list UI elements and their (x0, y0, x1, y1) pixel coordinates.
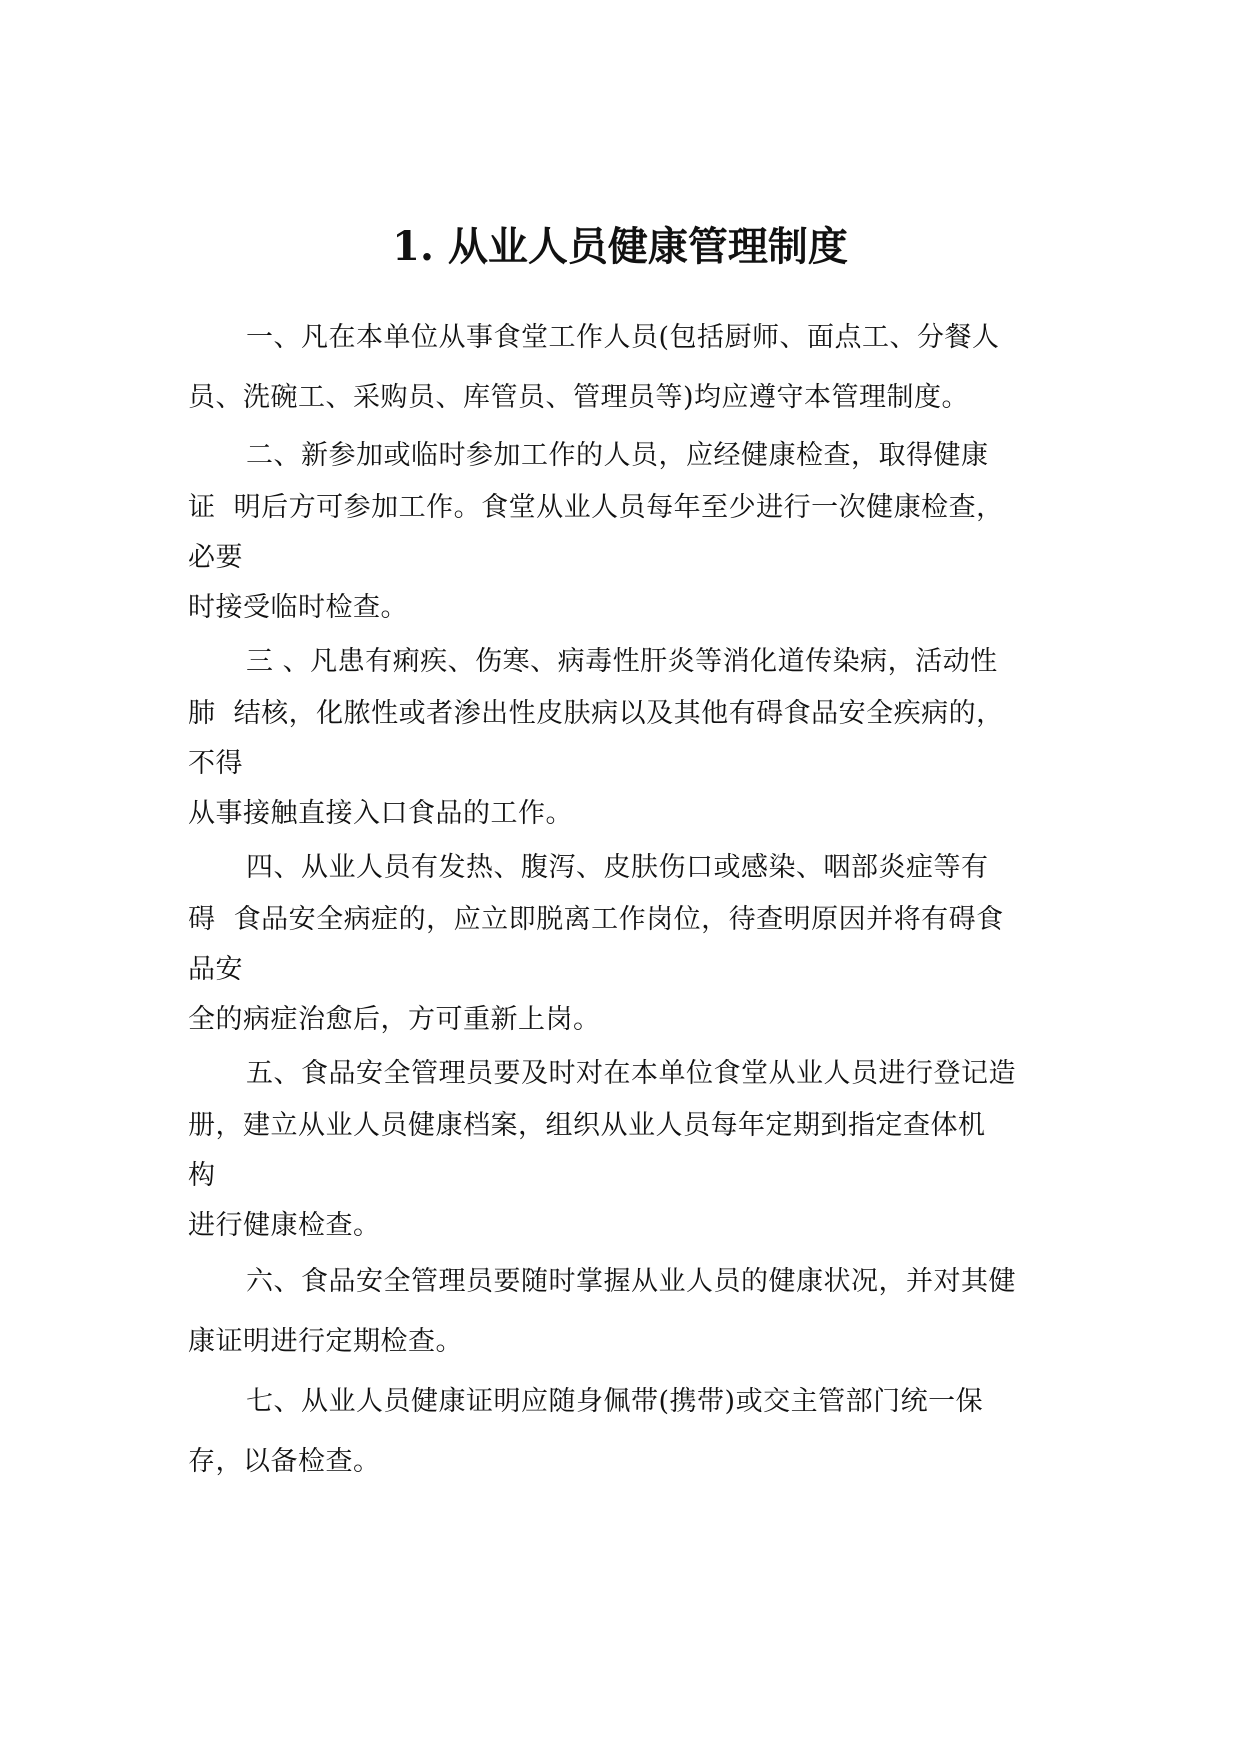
paragraph-6-line-1: 六、食品安全管理员要随时掌握从业人员的健康状况，并对其健 (246, 1266, 1016, 1297)
paragraph-4-line-3: 品安 (188, 954, 243, 985)
paragraph-2-line-1: 二、新参加或临时参加工作的人员，应经健康检查，取得健康 (246, 440, 989, 471)
paragraph-3-line-4: 从事接触直接入口食品的工作。 (188, 798, 573, 829)
paragraph-7-line-2: 存，以备检查。 (188, 1446, 381, 1477)
paragraph-2-line-4: 时接受临时检查。 (188, 592, 408, 623)
paragraph-4-line-2: 碍 食品安全病症的，应立即脱离工作岗位，待查明原因并将有碍食 (188, 904, 1004, 935)
paragraph-1-line-2: 员、洗碗工、采购员、库管员、管理员等)均应遵守本管理制度。 (188, 382, 970, 413)
paragraph-4-line-1: 四、从业人员有发热、腹泻、皮肤伤口或感染、咽部炎症等有 (246, 852, 989, 883)
paragraph-7-line-1: 七、从业人员健康证明应随身佩带(携带)或交主管部门统一保 (246, 1386, 984, 1417)
paragraph-5-line-4: 进行健康检查。 (188, 1210, 381, 1241)
paragraph-2-line-3: 必要 (188, 542, 243, 573)
paragraph-3-line-1: 三 、凡患有痢疾、伤寒、病毒性肝炎等消化道传染病，活动性 (246, 646, 998, 677)
paragraph-3-line-2: 肺 结核，化脓性或者渗出性皮肤病以及其他有碍食品安全疾病的， (188, 698, 1004, 729)
document-title: 1. 从业人员健康管理制度 (392, 223, 848, 270)
paragraph-2-line-2: 证 明后方可参加工作。食堂从业人员每年至少进行一次健康检查， (188, 492, 1004, 523)
paragraph-5-line-1: 五、食品安全管理员要及时对在本单位食堂从业人员进行登记造 (246, 1058, 1016, 1089)
paragraph-5-line-3: 构 (188, 1160, 216, 1191)
paragraph-3-line-3: 不得 (188, 748, 243, 779)
paragraph-1-line-1: 一、凡在本单位从事食堂工作人员(包括厨师、面点工、分餐人 (246, 322, 1000, 353)
paragraph-4-line-4: 全的病症治愈后，方可重新上岗。 (188, 1004, 601, 1035)
paragraph-6-line-2: 康证明进行定期检查。 (188, 1326, 463, 1357)
paragraph-5-line-2: 册，建立从业人员健康档案，组织从业人员每年定期到指定查体机 (188, 1110, 986, 1141)
